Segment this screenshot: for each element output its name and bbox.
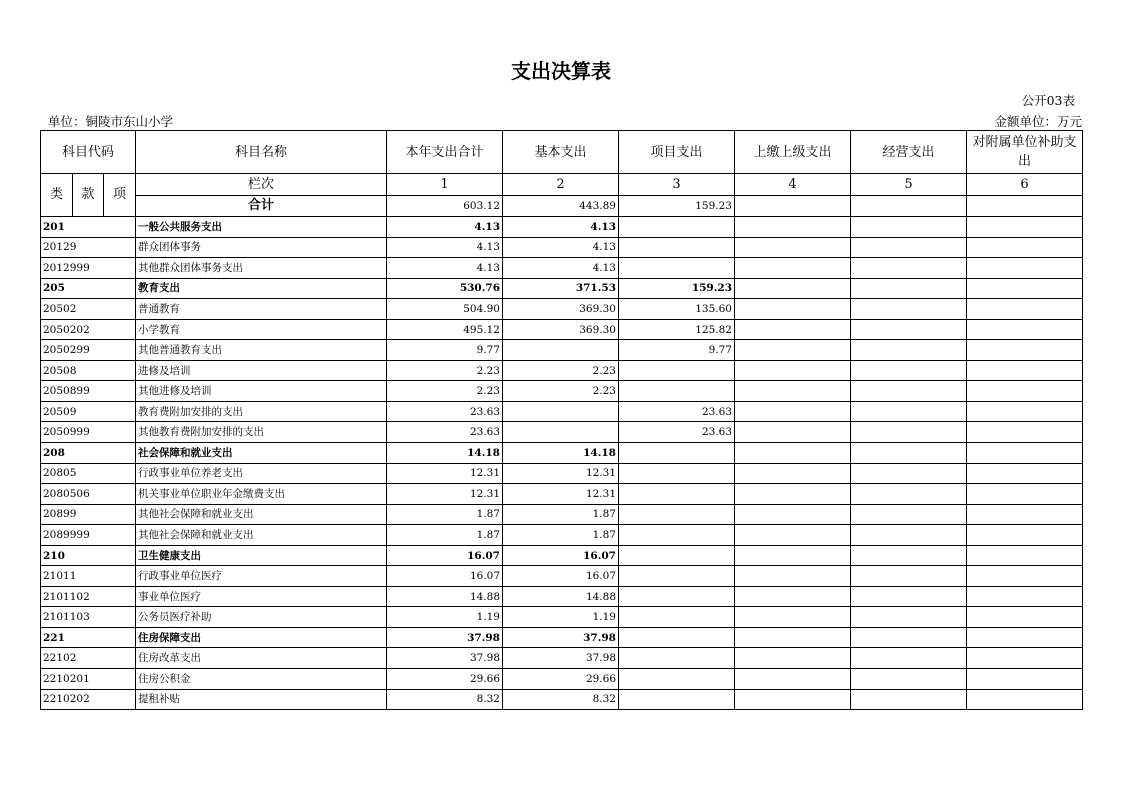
amount-col4 xyxy=(735,648,851,669)
amount-col6 xyxy=(967,566,1083,587)
amount-col3 xyxy=(619,607,735,628)
amount-col3: 159.23 xyxy=(619,278,735,299)
subject-code: 205 xyxy=(41,278,136,299)
amount-col6 xyxy=(967,422,1083,443)
amount-col4 xyxy=(735,484,851,505)
table-row xyxy=(41,545,1083,566)
col-number-3: 3 xyxy=(619,174,735,196)
subject-code: 210 xyxy=(41,545,136,566)
amount-col2: 4.13 xyxy=(503,217,619,238)
amount-col5 xyxy=(851,463,967,484)
form-number: 公开03表 xyxy=(1021,93,1075,108)
amount-col5 xyxy=(851,545,967,566)
table-row xyxy=(41,360,1083,381)
amount-col5 xyxy=(851,566,967,587)
amount-col3 xyxy=(619,586,735,607)
amount-col4 xyxy=(735,669,851,690)
subject-code: 20899 xyxy=(41,504,136,525)
amount-col2: 37.98 xyxy=(503,648,619,669)
subject-name: 其他进修及培训 xyxy=(136,381,387,402)
table-row xyxy=(41,422,1083,443)
amount-col4 xyxy=(735,319,851,340)
col-number-2: 2 xyxy=(503,174,619,196)
header-row xyxy=(41,131,1083,174)
amount-col1: 12.31 xyxy=(387,463,503,484)
amount-col3 xyxy=(619,525,735,546)
amount-col2: 371.53 xyxy=(503,278,619,299)
amount-col6 xyxy=(967,258,1083,279)
column-number-row xyxy=(41,174,1083,196)
amount-col1: 14.88 xyxy=(387,586,503,607)
subject-code: 2012999 xyxy=(41,258,136,279)
amount-col2: 4.13 xyxy=(503,237,619,258)
amount-col3: 23.63 xyxy=(619,422,735,443)
amount-col4 xyxy=(735,401,851,422)
header-code: 科目代码 xyxy=(41,131,136,174)
table-row xyxy=(41,586,1083,607)
header-col5: 经营支出 xyxy=(851,131,967,174)
amount-col4 xyxy=(735,360,851,381)
amount-col2: 16.07 xyxy=(503,545,619,566)
amount-col1: 37.98 xyxy=(387,627,503,648)
amount-col3: 135.60 xyxy=(619,299,735,320)
amount-col6 xyxy=(967,484,1083,505)
amount-col1: 37.98 xyxy=(387,648,503,669)
amount-col3 xyxy=(619,669,735,690)
amount-col5 xyxy=(851,525,967,546)
header-col4: 上缴上级支出 xyxy=(735,131,851,174)
amount-col5 xyxy=(851,401,967,422)
amount-col1: 4.13 xyxy=(387,217,503,238)
amount-col1: 9.77 xyxy=(387,340,503,361)
amount-col5 xyxy=(851,319,967,340)
amount-col3: 125.82 xyxy=(619,319,735,340)
subject-code: 20509 xyxy=(41,401,136,422)
amount-col2: 12.31 xyxy=(503,484,619,505)
amount-col6 xyxy=(967,237,1083,258)
amount-col6 xyxy=(967,689,1083,710)
table-row xyxy=(41,319,1083,340)
amount-col4 xyxy=(735,627,851,648)
amount-col4 xyxy=(735,607,851,628)
amount-col4 xyxy=(735,504,851,525)
subject-code: 201 xyxy=(41,217,136,238)
subject-code: 2101103 xyxy=(41,607,136,628)
subject-code: 2050899 xyxy=(41,381,136,402)
subject-code: 208 xyxy=(41,443,136,464)
subject-code: 2089999 xyxy=(41,525,136,546)
amount-col4 xyxy=(735,566,851,587)
subject-name: 教育费附加安排的支出 xyxy=(136,401,387,422)
subject-code: 2210201 xyxy=(41,669,136,690)
amount-col3 xyxy=(619,258,735,279)
amount-col1: 2.23 xyxy=(387,360,503,381)
amount-col4 xyxy=(735,258,851,279)
subject-name: 卫生健康支出 xyxy=(136,545,387,566)
subject-name: 其他教育费附加安排的支出 xyxy=(136,422,387,443)
amount-col5 xyxy=(851,237,967,258)
subject-code: 22102 xyxy=(41,648,136,669)
subject-name: 群众团体事务 xyxy=(136,237,387,258)
subject-name: 行政事业单位医疗 xyxy=(136,566,387,587)
header-name: 科目名称 xyxy=(136,131,387,174)
reporting-unit: 单位：铜陵市东山小学 xyxy=(48,114,174,129)
amount-col3 xyxy=(619,484,735,505)
amount-col5 xyxy=(851,607,967,628)
amount-col4 xyxy=(735,545,851,566)
amount-col6 xyxy=(967,525,1083,546)
amount-col2: 1.87 xyxy=(503,504,619,525)
amount-col6 xyxy=(967,381,1083,402)
col-number-4: 4 xyxy=(735,174,851,196)
amount-col5 xyxy=(851,360,967,381)
subject-code: 20805 xyxy=(41,463,136,484)
amount-col3 xyxy=(619,545,735,566)
amount-col3: 9.77 xyxy=(619,340,735,361)
table-row xyxy=(41,525,1083,546)
header-col2: 基本支出 xyxy=(503,131,619,174)
total-row xyxy=(41,196,1083,217)
subject-name: 其他群众团体事务支出 xyxy=(136,258,387,279)
amount-col5 xyxy=(851,484,967,505)
total-col4 xyxy=(735,196,851,217)
amount-col5 xyxy=(851,689,967,710)
subject-code: 20129 xyxy=(41,237,136,258)
amount-col6 xyxy=(967,401,1083,422)
amount-col3 xyxy=(619,648,735,669)
amount-col3 xyxy=(619,443,735,464)
table-row xyxy=(41,443,1083,464)
table-row xyxy=(41,627,1083,648)
amount-col4 xyxy=(735,422,851,443)
header-lanci: 栏次 xyxy=(136,174,387,196)
total-label: 合计 xyxy=(136,196,387,217)
amount-col4 xyxy=(735,340,851,361)
subject-code: 20502 xyxy=(41,299,136,320)
amount-col1: 1.87 xyxy=(387,525,503,546)
amount-col2: 16.07 xyxy=(503,566,619,587)
subject-name: 公务员医疗补助 xyxy=(136,607,387,628)
table-row xyxy=(41,669,1083,690)
table-row xyxy=(41,340,1083,361)
amount-col5 xyxy=(851,669,967,690)
subject-name: 社会保障和就业支出 xyxy=(136,443,387,464)
amount-col6 xyxy=(967,443,1083,464)
amount-col6 xyxy=(967,627,1083,648)
amount-col4 xyxy=(735,525,851,546)
amount-col2: 369.30 xyxy=(503,319,619,340)
amount-col3 xyxy=(619,360,735,381)
amount-col3 xyxy=(619,504,735,525)
table-row xyxy=(41,217,1083,238)
amount-col5 xyxy=(851,648,967,669)
amount-col5 xyxy=(851,299,967,320)
amount-col1: 16.07 xyxy=(387,566,503,587)
amount-col3 xyxy=(619,237,735,258)
amount-col3 xyxy=(619,627,735,648)
amount-col2: 14.88 xyxy=(503,586,619,607)
col-number-6: 6 xyxy=(967,174,1083,196)
amount-col4 xyxy=(735,217,851,238)
amount-col6 xyxy=(967,545,1083,566)
subject-name: 其他普通教育支出 xyxy=(136,340,387,361)
header-xiang: 项 xyxy=(104,174,136,217)
amount-col4 xyxy=(735,443,851,464)
table-row xyxy=(41,566,1083,587)
amount-col5 xyxy=(851,258,967,279)
amount-col2: 8.32 xyxy=(503,689,619,710)
amount-col1: 504.90 xyxy=(387,299,503,320)
amount-col2: 4.13 xyxy=(503,258,619,279)
table-row xyxy=(41,278,1083,299)
subject-name: 其他社会保障和就业支出 xyxy=(136,504,387,525)
amount-col3 xyxy=(619,566,735,587)
table-row xyxy=(41,258,1083,279)
amount-col1: 2.23 xyxy=(387,381,503,402)
amount-col3 xyxy=(619,217,735,238)
table-row xyxy=(41,648,1083,669)
subject-name: 事业单位医疗 xyxy=(136,586,387,607)
amount-col2: 12.31 xyxy=(503,463,619,484)
subject-code: 221 xyxy=(41,627,136,648)
subject-name: 提租补贴 xyxy=(136,689,387,710)
table-row xyxy=(41,381,1083,402)
amount-col2: 37.98 xyxy=(503,627,619,648)
table-row xyxy=(41,689,1083,710)
total-col6 xyxy=(967,196,1083,217)
subject-name: 进修及培训 xyxy=(136,360,387,381)
amount-col6 xyxy=(967,217,1083,238)
col-number-1: 1 xyxy=(387,174,503,196)
amount-col1: 8.32 xyxy=(387,689,503,710)
amount-unit: 金额单位：万元 xyxy=(994,114,1082,129)
subject-code: 2210202 xyxy=(41,689,136,710)
amount-col5 xyxy=(851,422,967,443)
amount-col6 xyxy=(967,648,1083,669)
amount-col5 xyxy=(851,381,967,402)
amount-col2: 1.19 xyxy=(503,607,619,628)
total-col5 xyxy=(851,196,967,217)
amount-col4 xyxy=(735,689,851,710)
table-row xyxy=(41,237,1083,258)
amount-col2 xyxy=(503,340,619,361)
amount-col1: 23.63 xyxy=(387,401,503,422)
amount-col3 xyxy=(619,381,735,402)
subject-name: 小学教育 xyxy=(136,319,387,340)
amount-col5 xyxy=(851,627,967,648)
amount-col4 xyxy=(735,586,851,607)
amount-col4 xyxy=(735,299,851,320)
amount-col2: 2.23 xyxy=(503,381,619,402)
subject-code: 2080506 xyxy=(41,484,136,505)
total-col1: 603.12 xyxy=(387,196,503,217)
amount-col6 xyxy=(967,504,1083,525)
header-col3: 项目支出 xyxy=(619,131,735,174)
header-kuan: 款 xyxy=(73,174,104,217)
subject-code: 21011 xyxy=(41,566,136,587)
total-col2: 443.89 xyxy=(503,196,619,217)
table-row xyxy=(41,484,1083,505)
amount-col1: 12.31 xyxy=(387,484,503,505)
table-row xyxy=(41,463,1083,484)
amount-col1: 29.66 xyxy=(387,669,503,690)
amount-col1: 495.12 xyxy=(387,319,503,340)
table-row xyxy=(41,299,1083,320)
amount-col6 xyxy=(967,319,1083,340)
subject-name: 住房改革支出 xyxy=(136,648,387,669)
subject-code: 2050202 xyxy=(41,319,136,340)
amount-col2: 2.23 xyxy=(503,360,619,381)
amount-col1: 4.13 xyxy=(387,258,503,279)
amount-col3 xyxy=(619,463,735,484)
subject-name: 普通教育 xyxy=(136,299,387,320)
amount-col3: 23.63 xyxy=(619,401,735,422)
amount-col4 xyxy=(735,381,851,402)
amount-col6 xyxy=(967,669,1083,690)
amount-col1: 16.07 xyxy=(387,545,503,566)
amount-col2: 14.18 xyxy=(503,443,619,464)
header-lei: 类 xyxy=(41,174,73,217)
page-title: 支出决算表 xyxy=(511,59,611,83)
subject-name: 其他社会保障和就业支出 xyxy=(136,525,387,546)
amount-col6 xyxy=(967,360,1083,381)
amount-col4 xyxy=(735,237,851,258)
amount-col3 xyxy=(619,689,735,710)
table-row xyxy=(41,607,1083,628)
amount-col2: 369.30 xyxy=(503,299,619,320)
amount-col1: 14.18 xyxy=(387,443,503,464)
amount-col5 xyxy=(851,504,967,525)
amount-col5 xyxy=(851,586,967,607)
amount-col6 xyxy=(967,607,1083,628)
subject-code: 20508 xyxy=(41,360,136,381)
amount-col6 xyxy=(967,586,1083,607)
amount-col5 xyxy=(851,217,967,238)
amount-col1: 23.63 xyxy=(387,422,503,443)
amount-col4 xyxy=(735,278,851,299)
amount-col1: 530.76 xyxy=(387,278,503,299)
amount-col5 xyxy=(851,443,967,464)
amount-col1: 1.87 xyxy=(387,504,503,525)
amount-col6 xyxy=(967,463,1083,484)
amount-col1: 4.13 xyxy=(387,237,503,258)
subject-code: 2101102 xyxy=(41,586,136,607)
header-col1: 本年支出合计 xyxy=(387,131,503,174)
subject-name: 机关事业单位职业年金缴费支出 xyxy=(136,484,387,505)
subject-code: 2050999 xyxy=(41,422,136,443)
subject-name: 教育支出 xyxy=(136,278,387,299)
amount-col2 xyxy=(503,422,619,443)
amount-col5 xyxy=(851,340,967,361)
amount-col1: 1.19 xyxy=(387,607,503,628)
total-col3: 159.23 xyxy=(619,196,735,217)
subject-name: 一般公共服务支出 xyxy=(136,217,387,238)
subject-name: 住房公积金 xyxy=(136,669,387,690)
amount-col6 xyxy=(967,299,1083,320)
col-number-5: 5 xyxy=(851,174,967,196)
amount-col6 xyxy=(967,278,1083,299)
amount-col6 xyxy=(967,340,1083,361)
amount-col2 xyxy=(503,401,619,422)
subject-name: 住房保障支出 xyxy=(136,627,387,648)
table-row xyxy=(41,504,1083,525)
subject-name: 行政事业单位养老支出 xyxy=(136,463,387,484)
table-row xyxy=(41,401,1083,422)
amount-col2: 1.87 xyxy=(503,525,619,546)
header-col6: 对附属单位补助支出 xyxy=(967,131,1083,174)
expenditure-table xyxy=(40,130,1083,710)
subject-code: 2050299 xyxy=(41,340,136,361)
amount-col2: 29.66 xyxy=(503,669,619,690)
amount-col4 xyxy=(735,463,851,484)
amount-col5 xyxy=(851,278,967,299)
